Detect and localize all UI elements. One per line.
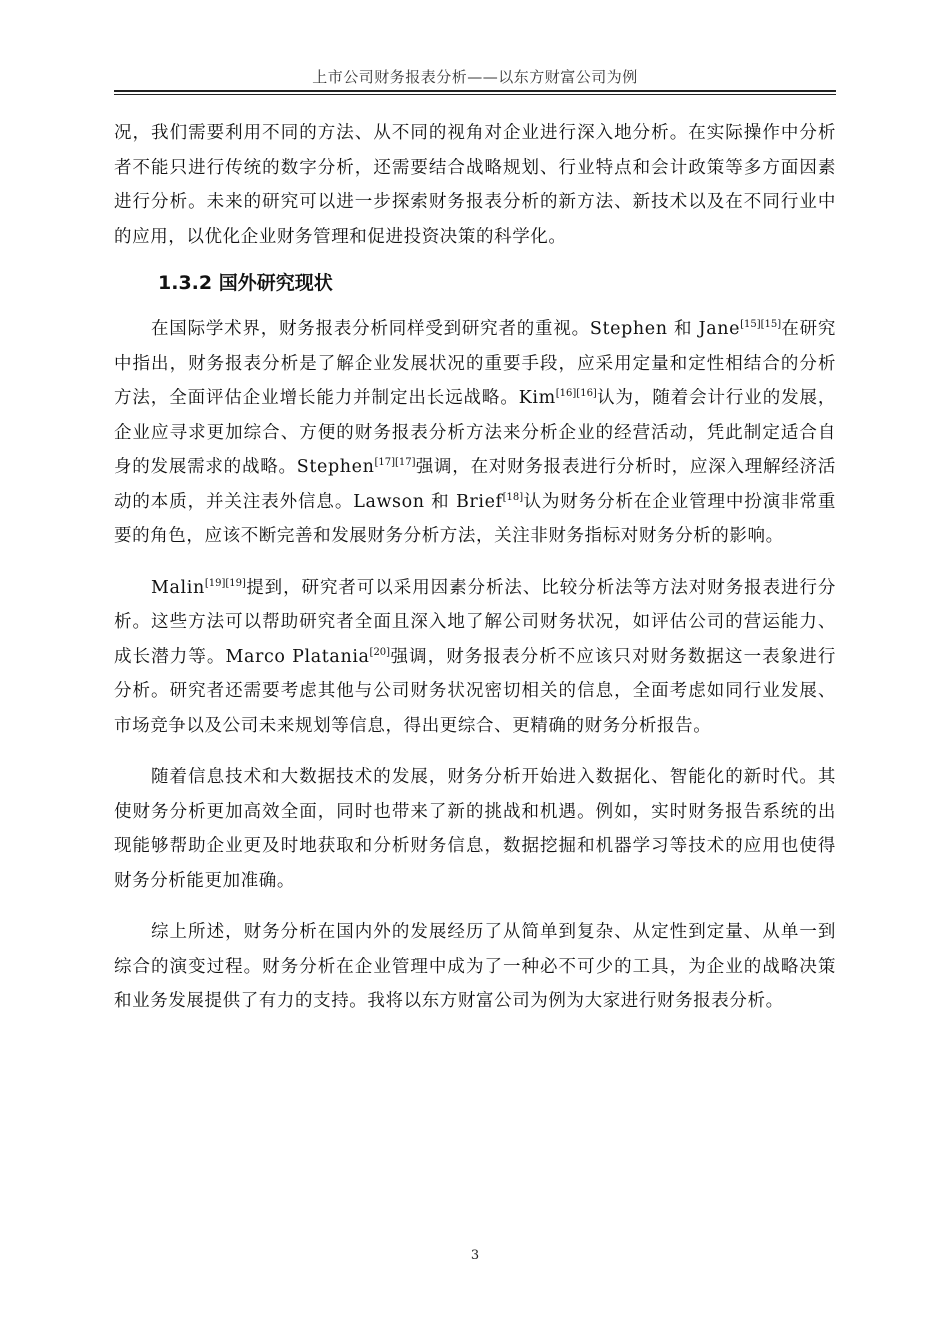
text-run: 认为，随着会计行业的发展，企业应寻求更加综合、方便的财务报表分析方法来分析企业的经营活动，凭此制定适合自身的发展需求的战略。Stephen xyxy=(114,388,836,477)
header-rule xyxy=(114,90,836,92)
paragraph-analysis-methods xyxy=(114,571,836,744)
citation-ref: [15][15] xyxy=(740,319,782,331)
text-run: 强调，财务报表分析不应该只对财务数据这一表象进行分析。研究者还需要考虑其他与公司财务状况密切相关的信息，全面考虑如同行业发展、市场竞争以及公司未来规划等信息，得出更综合、更精确的财务分析报告。 xyxy=(114,646,836,736)
page-number: 3 xyxy=(470,1248,480,1263)
document-body xyxy=(114,116,836,1019)
text-run: 提到，研究者可以采用因素分析法、比较分析法等方法对财务报表进行分析。这些方法可以帮助研究者全面且深入地了解公司财务状况，如评估公司的营运能力、成长潜力等。Marco Platania xyxy=(114,577,836,667)
text-run: 在研究中指出，财务报表分析是了解企业发展状况的重要手段，应采用定量和定性相结合的分析方法，全面评估企业增长能力并制定出长远战略。Kim xyxy=(114,319,836,408)
section-heading: 1.3.2 国外研究现状 xyxy=(158,272,333,294)
citation-ref: [18] xyxy=(502,491,524,503)
paragraph-foreign-research xyxy=(114,312,836,554)
citation-ref: [16][16] xyxy=(555,388,597,400)
citation-ref: [19][19] xyxy=(204,577,246,589)
text-run: 在国际学术界，财务报表分析同样受到研究者的重视。Stephen 和 Jane xyxy=(151,319,741,339)
paragraph-big-data: 随着信息技术和大数据技术的发展，财务分析开始进入数据化、智能化的新时代。其使财务分析更加高效全面，同时也带来了新的挑战和机遇。例如，实时财务报告系统的出现能够帮助企业更及时地获取和分析财务信息，数据挖掘和机器学习等技术的应用也使得财务分析能更加准确。 xyxy=(114,767,836,891)
citation-ref: [20] xyxy=(369,646,391,658)
running-header: 上市公司财务报表分析——以东方财富公司为例 xyxy=(312,68,638,86)
text-run: Malin xyxy=(151,577,205,598)
text-run: 认为财务分析在企业管理中扮演非常重要的角色，应该不断完善和发展财务分析方法，关注非财务指标对财务分析的影响。 xyxy=(114,491,836,546)
citation-ref: [17][17] xyxy=(374,457,416,469)
header-rule-thin xyxy=(114,94,836,95)
text-run: 强调，在对财务报表进行分析时，应深入理解经济活动的本质，并关注表外信息。Lawson 和 Brief xyxy=(114,457,836,512)
paragraph-summary: 综上所述，财务分析在国内外的发展经历了从简单到复杂、从定性到定量、从单一到综合的演变过程。财务分析在企业管理中成为了一种必不可少的工具，为企业的战略决策和业务发展提供了有力的支持。我将以东方财富公司为例为大家进行财务报表分析。 xyxy=(114,922,836,1011)
paragraph-intro-continuation: 况，我们需要利用不同的方法、从不同的视角对企业进行深入地分析。在实际操作中分析者不能只进行传统的数字分析，还需要结合战略规划、行业特点和会计政策等多方面因素进行分析。未来的研究可以进一步探索财务报表分析的新方法、新技术以及在不同行业中的应用，以优化企业财务管理和促进投资决策的科学化。 xyxy=(114,123,836,247)
